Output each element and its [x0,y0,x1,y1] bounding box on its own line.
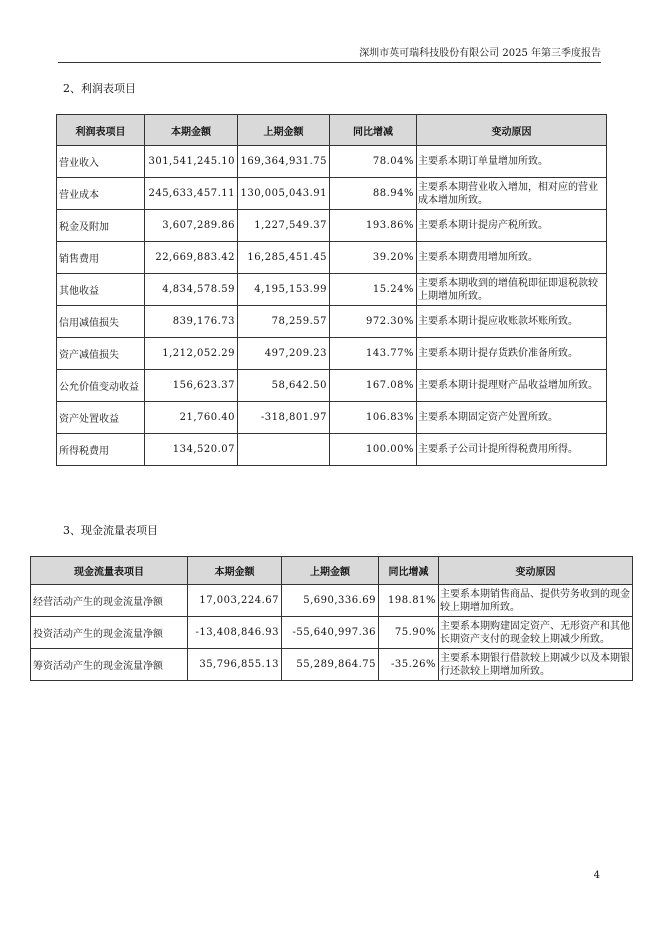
table-row [31,649,633,681]
prior-amount: -55,640,997.36 [282,617,379,649]
table-row [57,178,607,210]
current-amount: 301,541,245.10 [145,146,238,178]
row-item-name: 税金及附加 [57,210,145,242]
row-item-name: 公允价值变动收益 [57,370,145,402]
table-row [57,274,607,306]
current-amount: 17,003,224.67 [188,585,282,617]
row-item-name: 营业收入 [57,146,145,178]
prior-amount: 497,209.23 [238,338,330,370]
prior-amount: 78,259.57 [238,306,330,338]
prior-amount: 55,289,864.75 [282,649,379,681]
current-amount: 134,520.07 [145,434,238,466]
table-row [57,146,607,178]
column-header: 本期金额 [145,115,238,146]
income-section-title: 2、利润表项目 [63,82,136,95]
change-reason: 主要系本期计提存货跌价准备所致。 [417,338,607,370]
change-reason: 主要系本期营业收入增加，相对应的营业成本增加所致。 [417,178,607,210]
column-header: 同比增减 [330,115,417,146]
row-item-name: 销售费用 [57,242,145,274]
row-item-name: 资产处置收益 [57,402,145,434]
column-header: 现金流量表项目 [31,557,188,585]
yoy-change: 198.81% [379,585,439,617]
prior-amount: -318,801.97 [238,402,330,434]
yoy-change: 15.24% [330,274,417,306]
change-reason: 主要系本期费用增加所致。 [417,242,607,274]
column-header: 本期金额 [188,557,282,585]
current-amount: 3,607,289.86 [145,210,238,242]
change-reason: 主要系本期购建固定资产、无形资产和其他长期资产支付的现金较上期减少所致。 [439,617,633,649]
current-amount: 22,669,883.42 [145,242,238,274]
current-amount: 35,796,855.13 [188,649,282,681]
table-row [31,617,633,649]
prior-amount: 1,227,549.37 [238,210,330,242]
yoy-change: 75.90% [379,617,439,649]
row-item-name: 资产减值损失 [57,338,145,370]
prior-amount: 16,285,451.45 [238,242,330,274]
table-row [57,338,607,370]
yoy-change: 88.94% [330,178,417,210]
yoy-change: 972.30% [330,306,417,338]
table-row [57,370,607,402]
table-row [57,242,607,274]
prior-amount: 4,195,153.99 [238,274,330,306]
prior-amount: 130,005,043.91 [238,178,330,210]
change-reason: 主要系本期订单量增加所致。 [417,146,607,178]
prior-amount: 5,690,336.69 [282,585,379,617]
income-statement-table [56,114,607,466]
yoy-change: 143.77% [330,338,417,370]
prior-amount: 169,364,931.75 [238,146,330,178]
change-reason: 主要系本期计提房产税所致。 [417,210,607,242]
header-divider [58,62,601,63]
page-number: 4 [593,870,600,881]
yoy-change: -35.26% [379,649,439,681]
column-header: 变动原因 [417,115,607,146]
table-row [57,306,607,338]
prior-amount: 58,642.50 [238,370,330,402]
change-reason: 主要系本期销售商品、提供劳务收到的现金较上期增加所致。 [439,585,633,617]
current-amount: 1,212,052.29 [145,338,238,370]
yoy-change: 167.08% [330,370,417,402]
table-row [57,402,607,434]
column-header: 上期金额 [238,115,330,146]
row-item-name: 所得税费用 [57,434,145,466]
change-reason: 主要系本期收到的增值税即征即退税款较上期增加所致。 [417,274,607,306]
current-amount: 156,623.37 [145,370,238,402]
current-amount: -13,408,846.93 [188,617,282,649]
change-reason: 主要系本期固定资产处置所致。 [417,402,607,434]
row-item-name: 营业成本 [57,178,145,210]
column-header: 上期金额 [282,557,379,585]
row-item-name: 筹资活动产生的现金流量净额 [31,649,188,681]
row-item-name: 经营活动产生的现金流量净额 [31,585,188,617]
change-reason: 主要系本期计提理财产品收益增加所致。 [417,370,607,402]
row-item-name: 其他收益 [57,274,145,306]
row-item-name: 投资活动产生的现金流量净额 [31,617,188,649]
table-header-row [57,115,607,146]
current-amount: 21,760.40 [145,402,238,434]
current-amount: 839,176.73 [145,306,238,338]
table-header-row [31,557,633,585]
cash-flow-table [30,556,633,681]
current-amount: 4,834,578.59 [145,274,238,306]
report-header: 深圳市英可瑞科技股份有限公司 2025 年第三季度报告 [359,48,601,59]
column-header: 同比增减 [379,557,439,585]
yoy-change: 39.20% [330,242,417,274]
change-reason: 主要系本期计提应收账款坏账所致。 [417,306,607,338]
prior-amount [238,434,330,466]
yoy-change: 78.04% [330,146,417,178]
column-header: 利润表项目 [57,115,145,146]
table-row [57,210,607,242]
row-item-name: 信用减值损失 [57,306,145,338]
table-row [57,434,607,466]
yoy-change: 100.00% [330,434,417,466]
change-reason: 主要系本期银行借款较上期减少以及本期银行还款较上期增加所致。 [439,649,633,681]
column-header: 变动原因 [439,557,633,585]
cashflow-section-title: 3、现金流量表项目 [63,524,158,537]
table-row [31,585,633,617]
change-reason: 主要系子公司计提所得税费用所得。 [417,434,607,466]
yoy-change: 106.83% [330,402,417,434]
yoy-change: 193.86% [330,210,417,242]
current-amount: 245,633,457.11 [145,178,238,210]
